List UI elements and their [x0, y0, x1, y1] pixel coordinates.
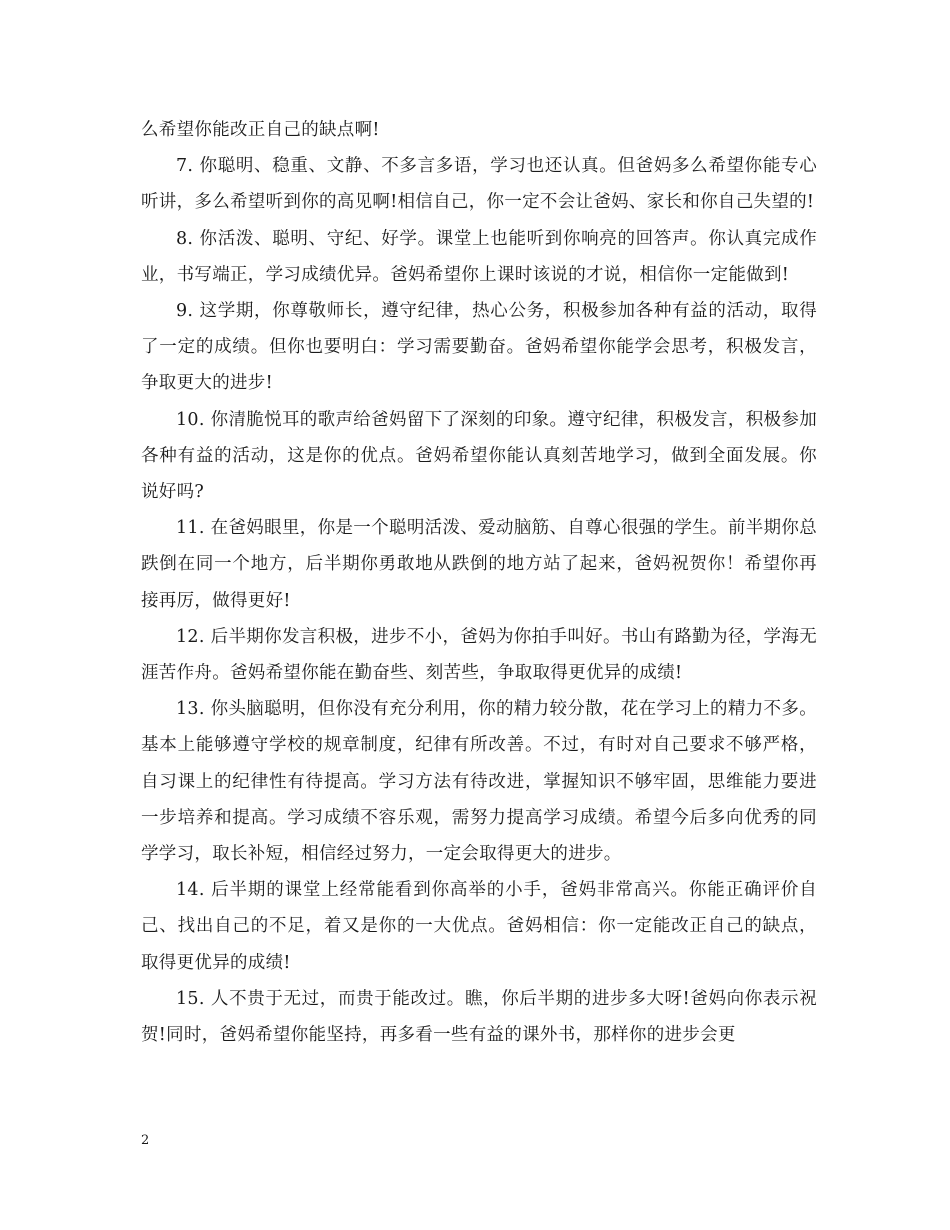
paragraph-item-12: 12. 后半期你发言积极，进步不小，爸妈为你拍手叫好。书山有路勤为径，学海无涯苦作舟。爸妈希望你能在勤奋些、刻苦些，争取取得更优异的成绩!	[141, 626, 817, 684]
paragraph-item-8: 8. 你活泼、聪明、守纪、好学。课堂上也能听到你响亮的回答声。你认真完成作业，书写端正，学习成绩优异。爸妈希望你上课时该说的才说，相信你一定能做到!	[141, 228, 817, 285]
paragraph-item-13: 13. 你头脑聪明，但你没有充分利用，你的精力较分散，花在学习上的精力不多。基本上能够遵守学校的规章制度，纪律有所改善。不过，有时对自己要求不够严格，自习课上的纪律性有待提高。学习方法有待改进，掌握知识不够牢固，思维能力要进一步培养和提高。学习成绩不容乐观，需努力提高学习成绩。希望今后多向优秀的同学学习，取长补短，相信经过努力，一定会取得更大的进步。	[141, 699, 817, 865]
paragraph-continuation: 么希望你能改正自己的缺点啊!	[141, 120, 380, 140]
paragraph-item-9: 9. 这学期，你尊敬师长，遵守纪律，热心公务，积极参加各种有益的活动，取得了一定的成绩。但你也要明白：学习需要勤奋。爸妈希望你能学会思考，积极发言，争取更大的进步!	[141, 301, 817, 394]
paragraph-item-7: 7. 你聪明、稳重、文静、不多言多语，学习也还认真。但爸妈多么希望你能专心听讲，多么希望听到你的高见啊!相信自己，你一定不会让爸妈、家长和你自己失望的!	[141, 156, 817, 213]
document-body	[141, 112, 817, 1053]
page-number: 2	[141, 1133, 150, 1148]
paragraph-item-14: 14. 后半期的课堂上经常能看到你高举的小手，爸妈非常高兴。你能正确评价自己、找出自己的不足，着又是你的一大优点。爸妈相信：你一定能改正自己的缺点，取得更优异的成绩!	[141, 880, 817, 973]
paragraph-item-15: 15. 人不贵于无过，而贵于能改过。瞧，你后半期的进步多大呀!爸妈向你表示祝贺!同时，爸妈希望你能坚持，再多看一些有益的课外书，那样你的进步会更	[141, 988, 817, 1046]
paragraph-item-10: 10. 你清脆悦耳的歌声给爸妈留下了深刻的印象。遵守纪律，积极发言，积极参加各种有益的活动，这是你的优点。爸妈希望你能认真刻苦地学习，做到全面发展。你说好吗?	[141, 409, 817, 503]
paragraph-item-11: 11. 在爸妈眼里，你是一个聪明活泼、爱动脑筋、自尊心很强的学生。前半期你总跌倒在同一个地方，后半期你勇敢地从跌倒的地方站了起来，爸妈祝贺你！希望你再接再厉，做得更好!	[141, 518, 817, 611]
